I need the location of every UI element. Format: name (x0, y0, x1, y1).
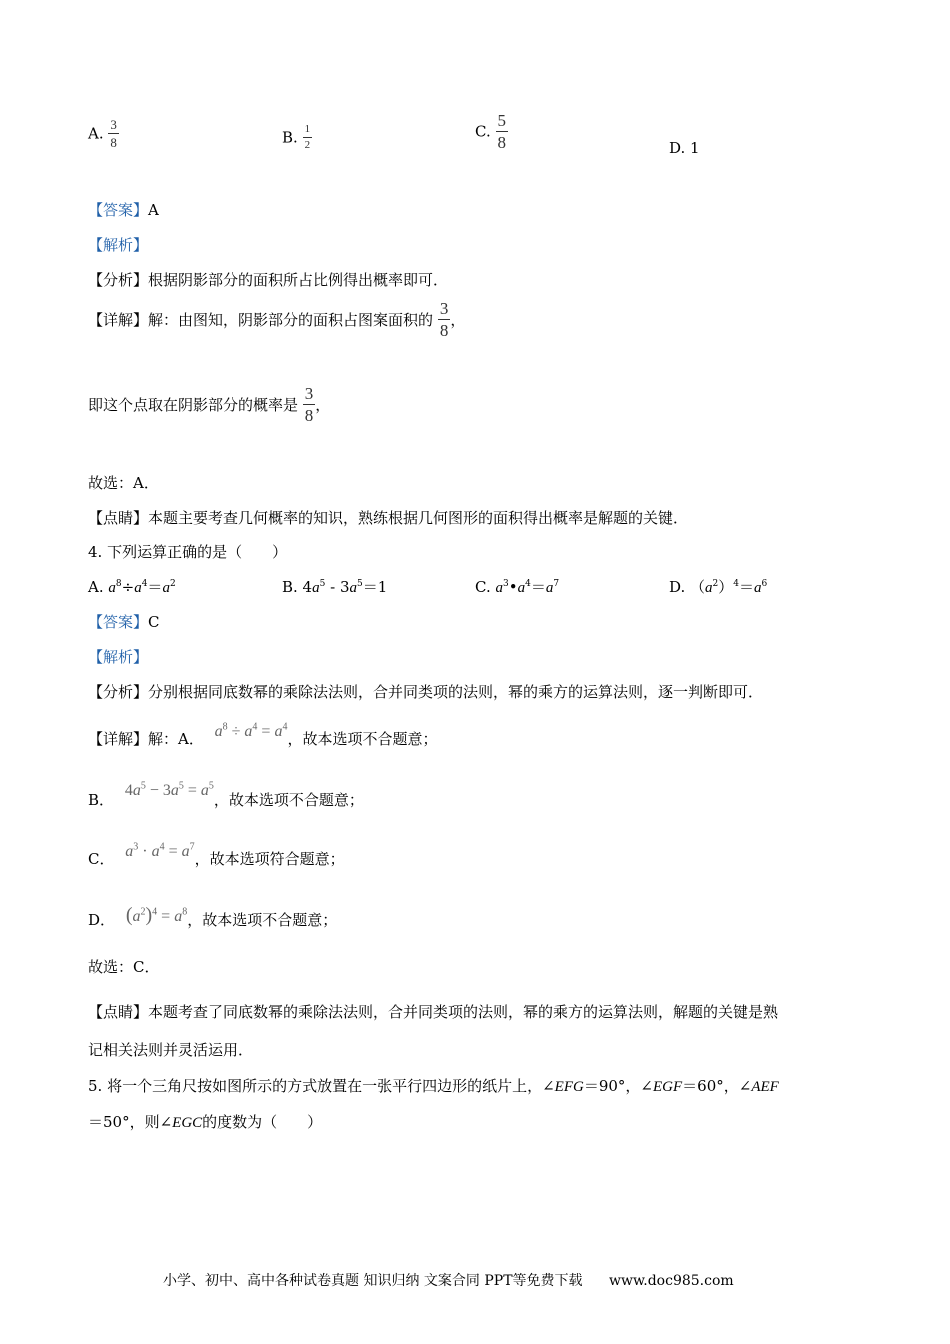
fenxi-text: 根据阴影部分的面积所占比例得出概率即可． (148, 271, 449, 289)
q4-option-c: C. $a^3•a^4=a^7$ (475, 578, 560, 596)
dianjing-text: 本题主要考查几何概率的知识，熟练根据几何图形的面积得出概率是解题的关键． (148, 509, 689, 527)
fraction (108, 118, 119, 149)
q3-select: 故选：A． (88, 474, 159, 492)
option-label: D． (88, 911, 116, 929)
comma: ， (315, 396, 331, 414)
answer-tag: 【答案】 (88, 613, 149, 631)
fenxi-tag: 【分析】 (88, 683, 149, 701)
fraction (303, 124, 313, 151)
xiangjie-text: 即这个点取在阴影部分的概率是 (88, 396, 299, 414)
fenxi-tag: 【分析】 (88, 271, 149, 289)
q3-xiangjie-2 (88, 385, 330, 424)
verdict: ，故本选项不合题意； (213, 791, 364, 809)
q3-fenxi (88, 269, 448, 290)
q3-option-b (282, 124, 312, 151)
q3-analysis-tag: 【解析】 (88, 236, 149, 254)
answer-value: C (148, 613, 160, 631)
stem-text-post: 的度数为（ ） (202, 1113, 323, 1131)
fraction (303, 385, 316, 424)
q3-dianjing (88, 507, 688, 528)
denominator: 8 (110, 135, 117, 150)
verdict: ，故本选项不合题意； (287, 730, 438, 748)
q3-answer (88, 199, 159, 220)
formula-c: $a^3 \cdot a^4 = a^7$ (125, 841, 195, 860)
q4-xiangjie-d (88, 904, 338, 931)
q3-xiangjie (88, 300, 465, 339)
fraction (496, 112, 509, 151)
fraction (438, 300, 451, 339)
q4-dianjing (88, 1001, 778, 1022)
footer-url[interactable]: www.doc985.com (608, 1273, 734, 1289)
q4-fenxi (88, 681, 763, 702)
q5-stem-1: 5. 将一个三角尺按如图所示的方式放置在一张平行四边形的纸片上，∠EFG＝90°，∠EGF＝60°，∠AEF (88, 1077, 779, 1095)
numerator: 3 (439, 299, 449, 318)
q4-dianjing-2: 记相关法则并灵活运用． (88, 1041, 254, 1059)
footer (163, 1270, 734, 1290)
option-letter: A. (88, 124, 104, 143)
q4-answer (88, 611, 160, 632)
q3-option-d: D. 1 (669, 139, 700, 157)
q4-option-a: A. $a^8\div a^4=a^2$ (88, 578, 176, 596)
q4-analysis-tag: 【解析】 (88, 648, 149, 666)
q4-xiangjie-a (88, 721, 438, 749)
dianjing-tag: 【点睛】 (88, 1003, 149, 1021)
formula-d: $(a^2)^4 = a^8$ (125, 904, 188, 926)
footer-text: 小学、初中、高中各种试卷真题 知识归纳 文案合同 PPT等免费下载 (163, 1273, 583, 1289)
q4-stem: 4. 下列运算正确的是（ ） (88, 543, 288, 561)
formula-b: $4a^5 - 3a^5 = a^5$ (124, 780, 214, 799)
option-letter: C. (475, 122, 491, 141)
verdict: ，故本选项符合题意； (194, 850, 345, 868)
answer-value: A (148, 201, 159, 219)
xiangjie-text: 解：由图知，阴影部分的面积占图案面积的 (148, 311, 434, 329)
fenxi-text: 分别根据同底数幂的乘除法法则，合并同类项的法则，幂的乘方的运算法则，逐一判断即可． (148, 683, 764, 701)
q5-stem-2: ＝50°，则∠EGC的度数为（ ） (88, 1113, 323, 1131)
stem-text: ＝50°，则 (88, 1113, 160, 1131)
dianjing-text: 本题考查了同底数幂的乘除法法则，合并同类项的法则，幂的乘方的运算法则，解题的关键是熟 (148, 1003, 779, 1021)
q4-option-d: D. $(a^2)^4=a^6$ (669, 578, 768, 596)
comma: ， (450, 311, 466, 329)
verdict: ，故本选项不合题意； (187, 911, 338, 929)
numerator: 3 (110, 117, 117, 132)
q3-option-a (88, 118, 119, 149)
option-letter: B. (282, 128, 298, 147)
denominator: 2 (304, 139, 311, 151)
q3-option-c (475, 112, 508, 151)
q4-xiangjie-b (88, 780, 364, 810)
numerator: 3 (304, 384, 314, 403)
numerator: 1 (304, 123, 311, 135)
stem-text: 5. 将一个三角尺按如图所示的方式放置在一张平行四边形的纸片上， (88, 1077, 543, 1095)
answer-tag: 【答案】 (88, 201, 149, 219)
denominator: 8 (497, 133, 506, 152)
xiangjie-tag: 【详解】 (88, 311, 149, 329)
dianjing-tag: 【点睛】 (88, 509, 149, 527)
xiangjie-tag: 【详解】 (88, 730, 149, 748)
q4-option-b: B. $4a^5 - 3a^5=1$ (282, 578, 388, 596)
denominator: 8 (439, 321, 449, 340)
numerator: 5 (497, 111, 506, 130)
xiangjie-prefix: 解：A． (148, 730, 204, 748)
formula-a: $a^8 \div a^4 = a^4$ (214, 721, 288, 740)
denominator: 8 (304, 406, 314, 425)
option-label: B． (88, 791, 115, 809)
option-label: C． (88, 850, 115, 868)
q4-select: 故选：C． (88, 958, 160, 976)
q4-xiangjie-c (88, 841, 345, 869)
